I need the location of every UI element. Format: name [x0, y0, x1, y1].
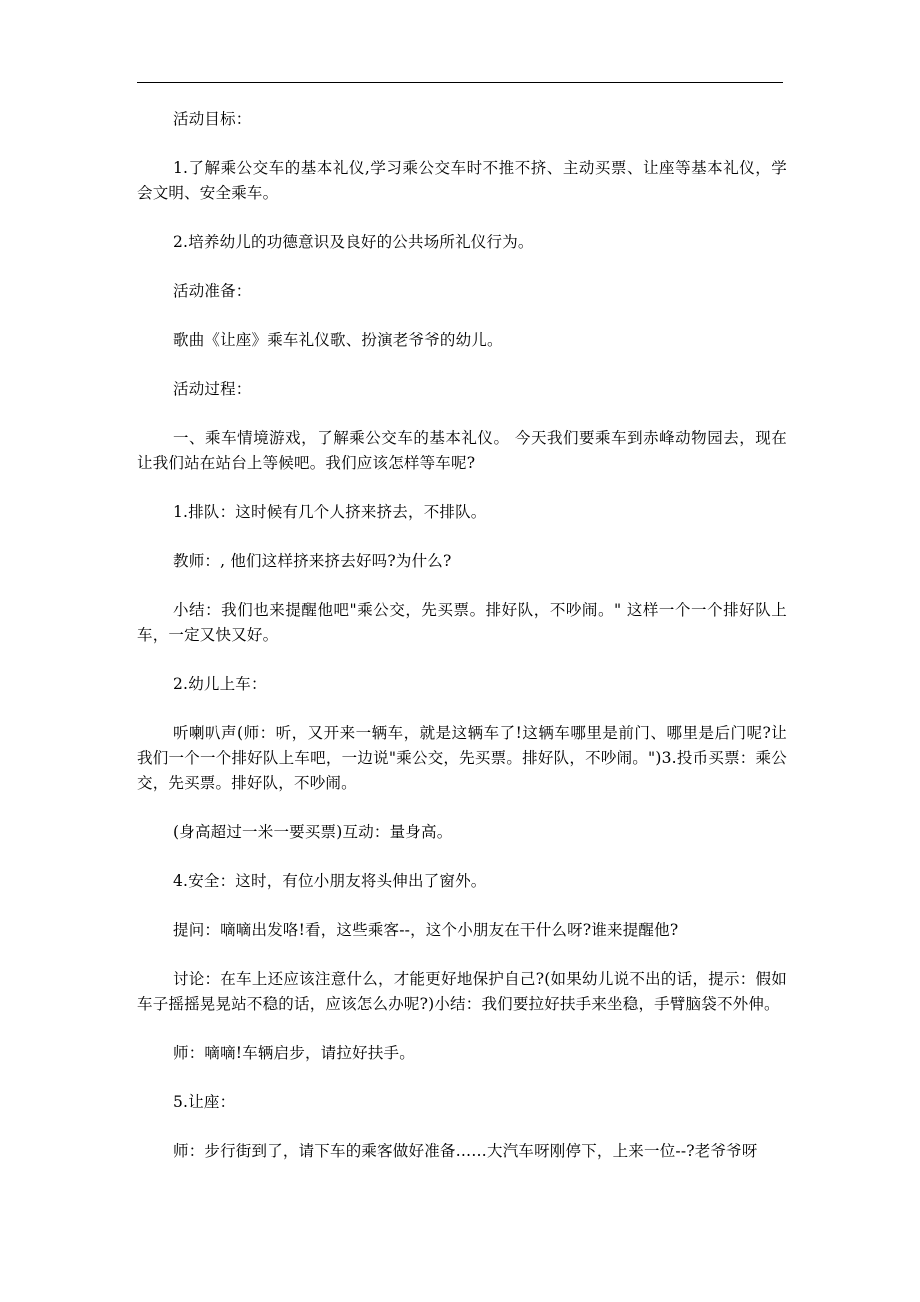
step-4-safety: 4.安全：这时，有位小朋友将头伸出了窗外。: [173, 872, 487, 890]
question-paragraph: 提问：嘀嘀出发咯!看，这些乘客--，这个小朋友在干什么呀?谁来提醒他?: [173, 921, 679, 939]
goal-1: 1.了解乘公交车的基本礼仪,学习乘公交车时不推不挤、主动买票、让座等基本礼仪，学会文明、安全乘车。: [137, 159, 787, 202]
heading-activity-goals: 活动目标：: [173, 110, 252, 128]
step-2-boarding: 2.幼儿上车：: [173, 675, 267, 693]
teacher-question: 教师：, 他们这样挤来挤去好吗?为什么?: [173, 552, 452, 570]
teacher-arrival: 师：步行街到了，请下车的乘客做好准备……大汽车呀刚停下，上来一位--?老爷爷呀: [173, 1142, 758, 1160]
step-1-queue: 1.排队：这时候有几个人挤来挤去，不排队。: [173, 503, 487, 521]
height-interaction: (身高超过一米一要买票)互动：量身高。: [173, 823, 453, 841]
heading-activity-process: 活动过程：: [173, 380, 252, 398]
header-rule: [137, 82, 783, 83]
document-body: [137, 107, 787, 1188]
goal-2: 2.培养幼儿的功德意识及良好的公共场所礼仪行为。: [173, 233, 534, 251]
preparation-text: 歌曲《让座》乘车礼仪歌、扮演老爷爷的幼儿。: [173, 331, 503, 349]
summary-queue: 小结：我们也来提醒他吧"乘公交，先买票。排好队，不吵闹。" 这样一个一个排好队上车，一定又快又好。: [137, 601, 787, 644]
horn-sound-paragraph: 听喇叭声(师：听，又开来一辆车，就是这辆车了!这辆车哪里是前门、哪里是后门呢?让我们一个一个排好队上车吧，一边说"乘公交，先买票。排好队，不吵闹。")3.投币买票：乘公交，先买票。排好队，不吵闹。: [137, 724, 787, 792]
step-5-seat-offering: 5.让座：: [173, 1093, 236, 1111]
discussion-paragraph: 讨论：在车上还应该注意什么，才能更好地保护自己?(如果幼儿说不出的话，提示：假如车子摇摇晃晃站不稳的话，应该怎么办呢?)小结：我们要拉好扶手来坐稳，手臂脑袋不外伸。: [137, 970, 787, 1013]
process-part-1: 一、乘车情境游戏，了解乘公交车的基本礼仪。 今天我们要乘车到赤峰动物园去，现在让我们站在站台上等候吧。我们应该怎样等车呢?: [137, 429, 787, 472]
teacher-departure: 师：嘀嘀!车辆启步，请拉好扶手。: [173, 1044, 415, 1062]
heading-activity-preparation: 活动准备：: [173, 282, 252, 300]
